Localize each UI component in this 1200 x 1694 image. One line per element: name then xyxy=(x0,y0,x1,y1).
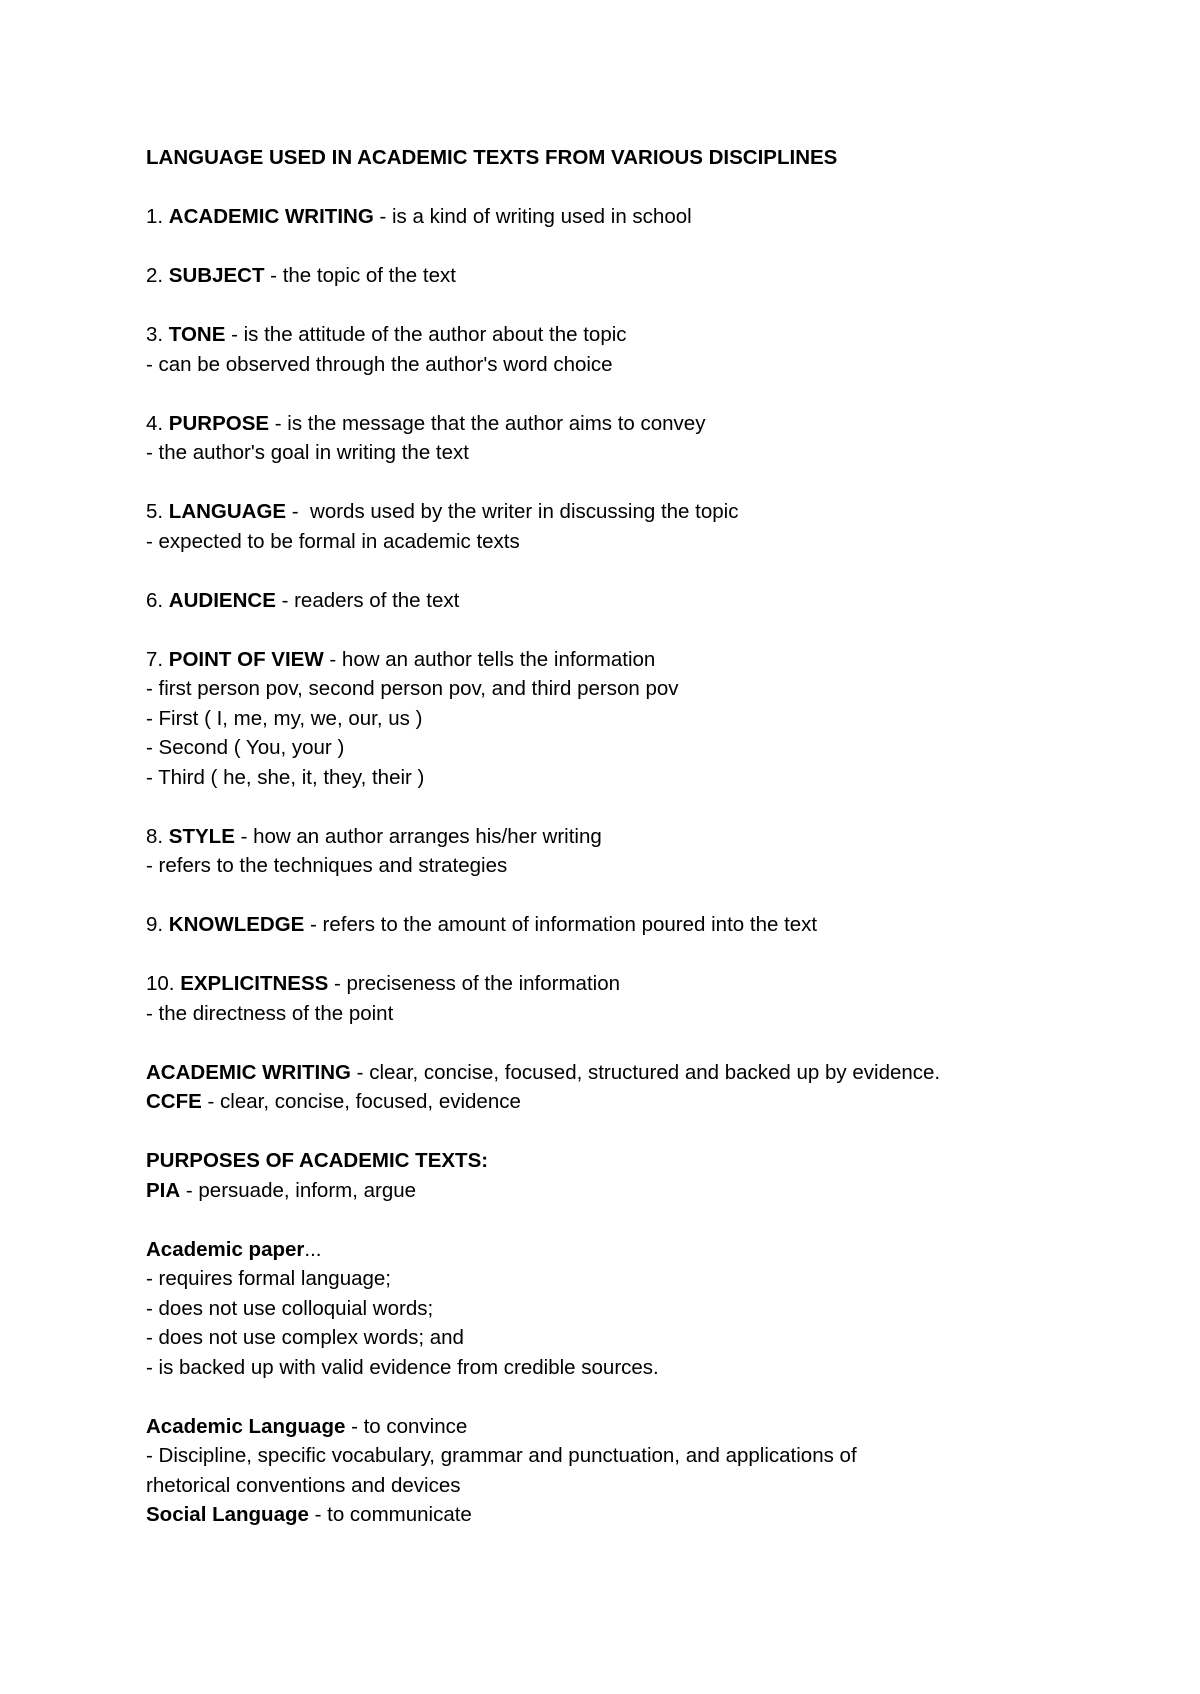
term: AUDIENCE xyxy=(168,588,276,612)
pia-line: PIA - persuade, inform, argue xyxy=(146,1178,417,1202)
list-item-detail: - the directness of the point xyxy=(146,1001,394,1025)
list-item-detail: - first person pov, second person pov, and third person pov xyxy=(146,677,679,700)
academic-language-detail: rhetorical conventions and devices xyxy=(146,1473,461,1497)
list-item: 4. PURPOSE - is the message that the author aims to convey xyxy=(146,411,706,435)
term: POINT OF VIEW xyxy=(168,647,324,671)
document-page xyxy=(146,143,1156,1530)
term: CCFE xyxy=(146,1090,202,1113)
list-item-detail: - First ( I, me, my, we, our, us ) xyxy=(146,706,423,730)
list-item: 2. SUBJECT - the topic of the text xyxy=(146,264,456,287)
list-item: 1. ACADEMIC WRITING - is a kind of writing used in school xyxy=(146,205,692,228)
academic-language-line: Academic Language - to convince xyxy=(146,1414,468,1438)
academic-paper-point: - requires formal language; xyxy=(146,1267,391,1290)
term: PURPOSE xyxy=(168,411,270,435)
purposes-heading: PURPOSES OF ACADEMIC TEXTS: xyxy=(146,1149,489,1172)
list-item-detail: - expected to be formal in academic texts xyxy=(146,529,520,553)
term: ACADEMIC WRITING xyxy=(168,205,374,228)
list-item: 8. STYLE - how an author arranges his/her writing xyxy=(146,824,602,848)
list-item-detail: - Third ( he, she, it, they, their ) xyxy=(146,765,425,789)
term: Social Language xyxy=(146,1503,309,1526)
list-item: 5. LANGUAGE - words used by the writer in discussing the topic xyxy=(146,500,739,523)
social-language-line: Social Language - to communicate xyxy=(146,1503,472,1526)
term: KNOWLEDGE xyxy=(168,913,305,936)
academic-paper-point: - does not use colloquial words; xyxy=(146,1296,434,1320)
term: TONE xyxy=(168,323,226,346)
list-item: 9. KNOWLEDGE - refers to the amount of information poured into the text xyxy=(146,913,818,936)
academic-paper-heading: Academic paper... xyxy=(146,1237,322,1261)
list-item-detail: - the author's goal in writing the text xyxy=(146,441,469,464)
term: EXPLICITNESS xyxy=(180,972,329,995)
academic-paper-point: - is backed up with valid evidence from credible sources. xyxy=(146,1355,659,1379)
term: Academic Language xyxy=(146,1414,346,1438)
term: LANGUAGE xyxy=(168,500,287,523)
list-item-detail: - refers to the techniques and strategies xyxy=(146,854,508,877)
document-title: LANGUAGE USED IN ACADEMIC TEXTS FROM VARIOUS DISCIPLINES xyxy=(146,146,838,169)
term: STYLE xyxy=(168,824,235,848)
term: SUBJECT xyxy=(168,264,265,287)
term: ACADEMIC WRITING xyxy=(146,1060,351,1084)
term: PIA xyxy=(146,1178,181,1202)
list-item-detail: - can be observed through the author's word choice xyxy=(146,352,613,376)
ccfe-summary: CCFE - clear, concise, focused, evidence xyxy=(146,1090,521,1113)
list-item: 6. AUDIENCE - readers of the text xyxy=(146,588,460,612)
list-item: 10. EXPLICITNESS - preciseness of the information xyxy=(146,972,620,995)
academic-paper-point: - does not use complex words; and xyxy=(146,1326,464,1349)
list-item-detail: - Second ( You, your ) xyxy=(146,736,345,759)
list-item: 7. POINT OF VIEW - how an author tells the information xyxy=(146,647,656,671)
academic-language-detail: - Discipline, specific vocabulary, grammar and punctuation, and applications of xyxy=(146,1444,857,1467)
list-item: 3. TONE - is the attitude of the author about the topic xyxy=(146,323,627,346)
academic-writing-summary: ACADEMIC WRITING - clear, concise, focused, structured and backed up by evidence. xyxy=(146,1060,941,1084)
